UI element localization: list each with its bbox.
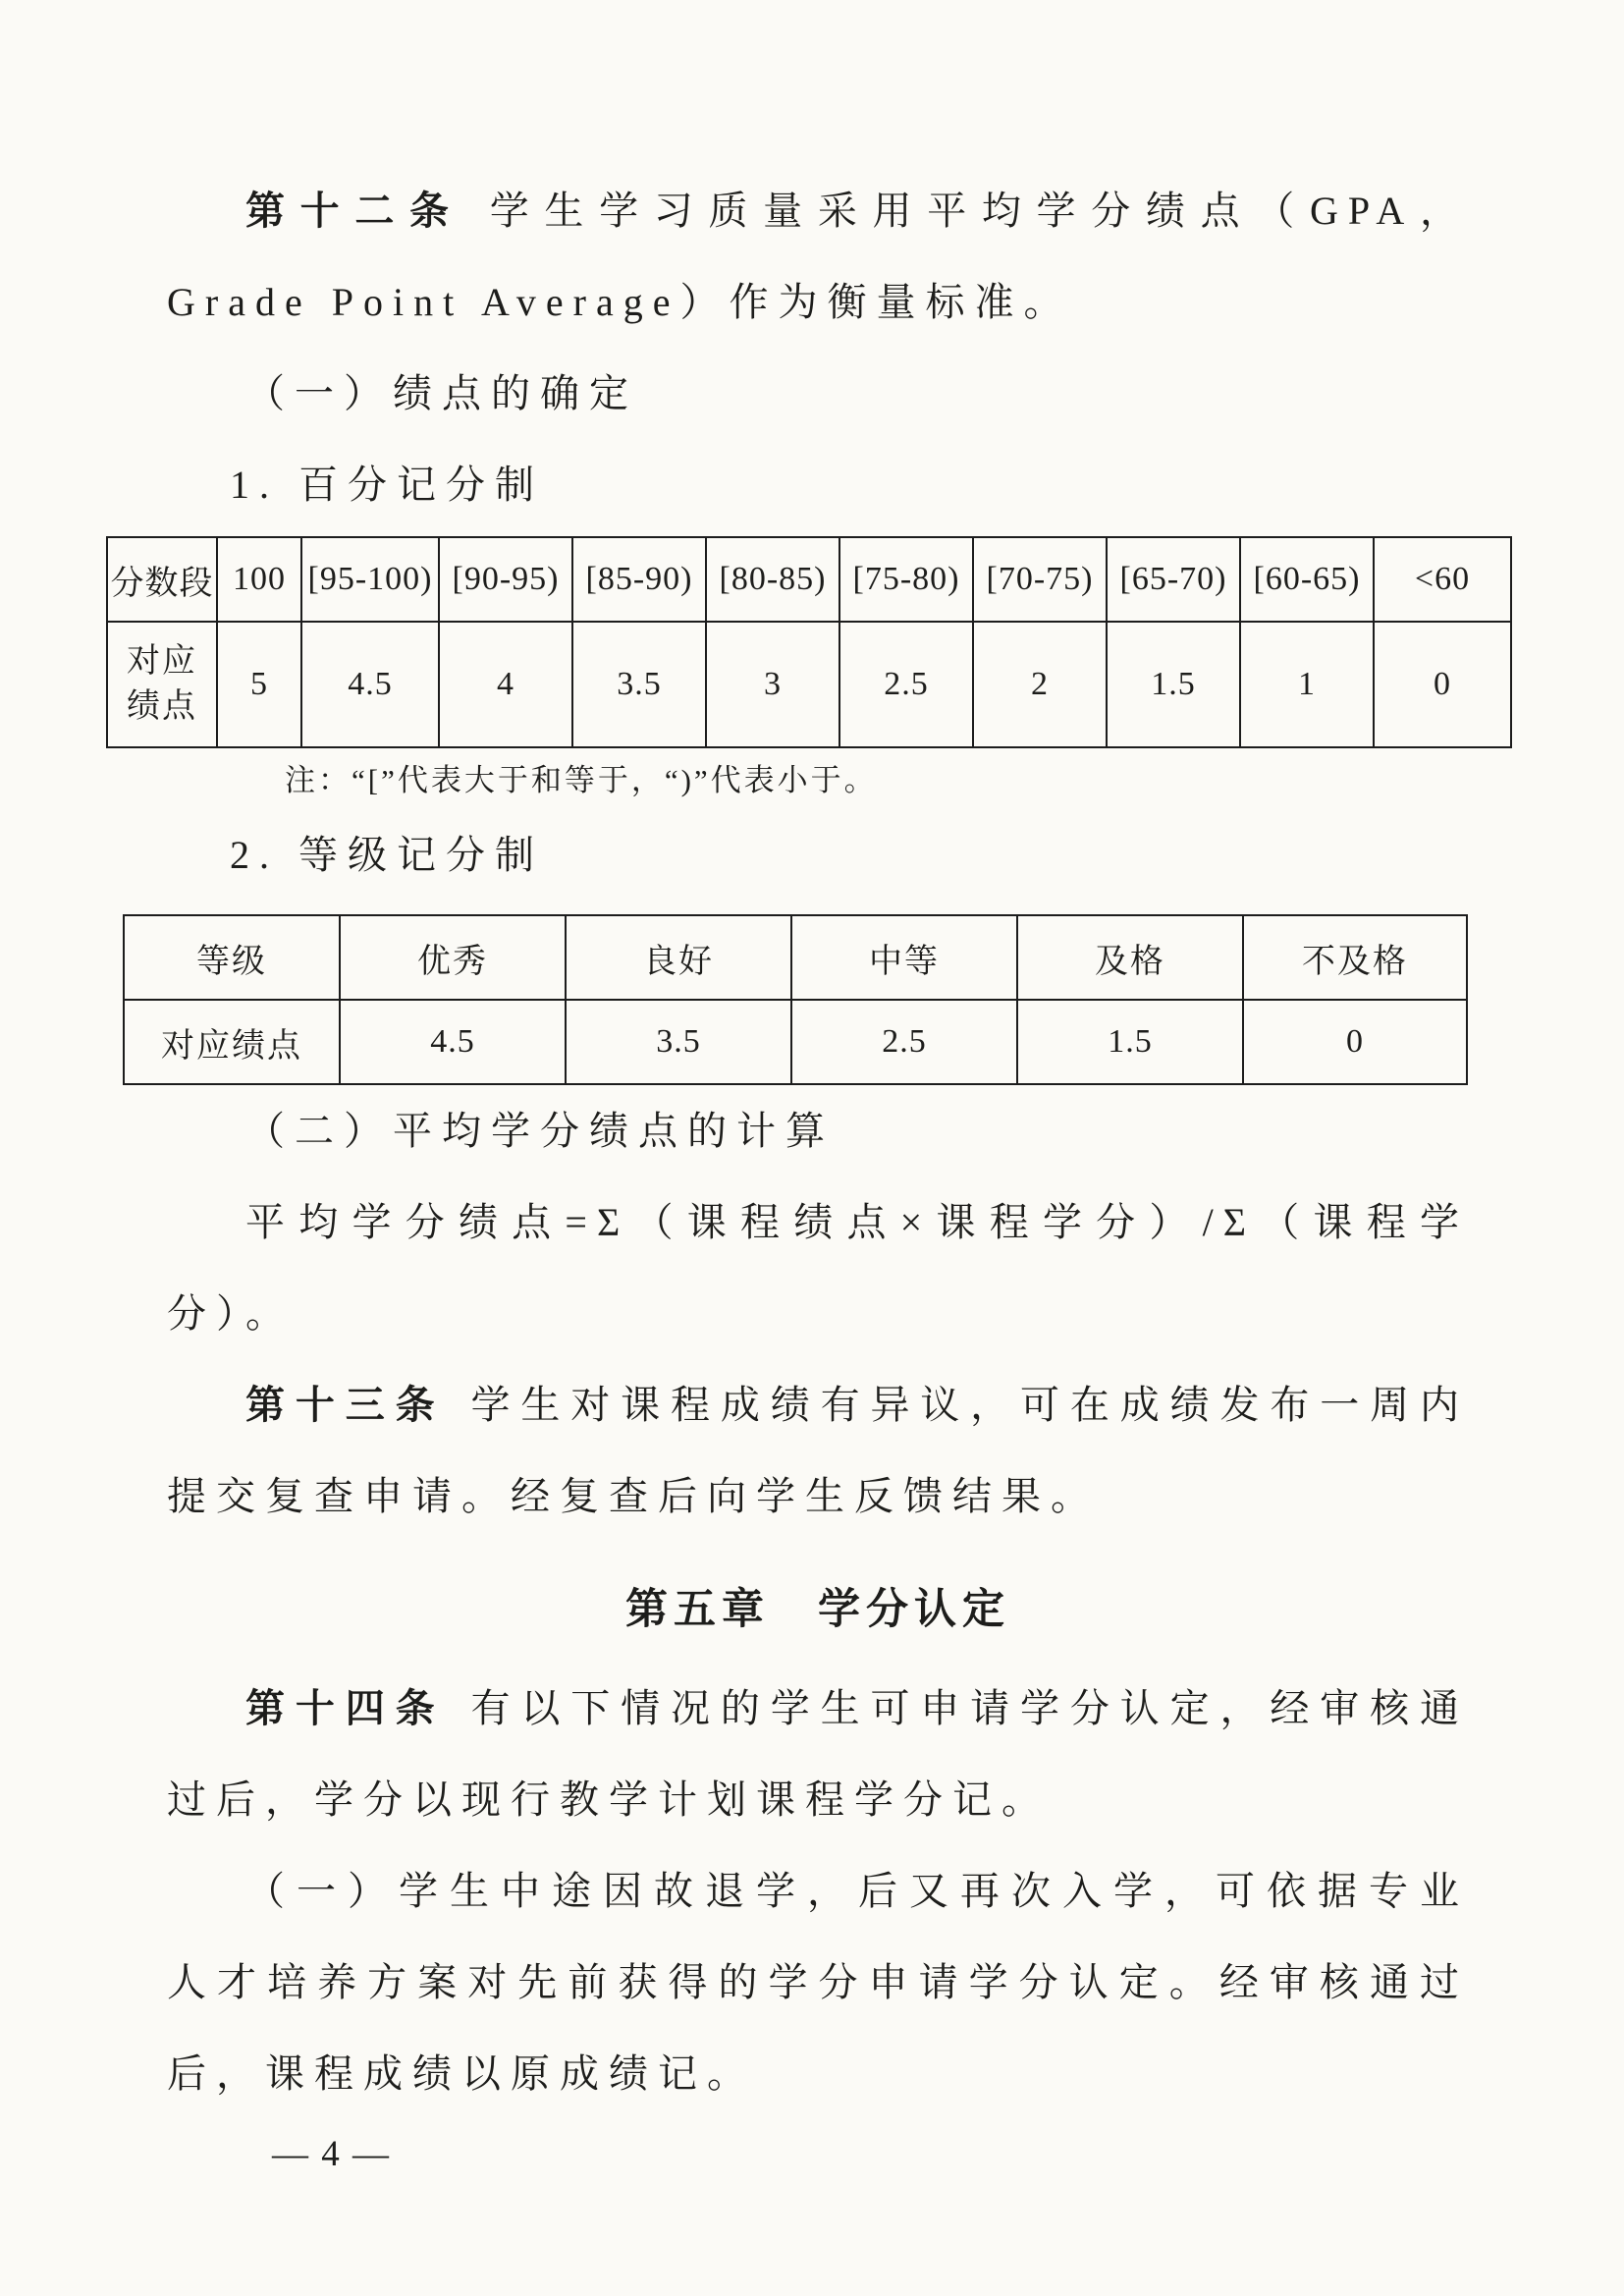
item-1-heading: 1. 百分记分制 xyxy=(230,463,544,507)
value-cell: 1.5 xyxy=(1107,622,1240,747)
header-cell: 分数段 xyxy=(107,537,217,622)
value-cell: 3.5 xyxy=(572,622,706,747)
gpa-formula-paragraph: 平均学分绩点=Σ（课程绩点×课程学分）/Σ（课程学分）。 xyxy=(167,1200,1469,1336)
header-cell: <60 xyxy=(1374,537,1511,622)
article-12-text: 学生学习质量采用平均学分绩点（GPA，Grade Point Average）作为衡量标准。 xyxy=(167,189,1469,324)
value-cell: 1.5 xyxy=(1017,1000,1243,1084)
header-cell: 优秀 xyxy=(340,915,566,1000)
table-row xyxy=(107,537,1511,622)
header-cell: [85-90) xyxy=(572,537,706,622)
value-cell: 3 xyxy=(706,622,839,747)
row-label-cell: 对应绩点 xyxy=(124,1000,340,1084)
header-cell: 中等 xyxy=(791,915,1017,1000)
item-2-heading: 2. 等级记分制 xyxy=(230,833,544,877)
row-label-cell: 对应绩点 xyxy=(107,622,217,747)
table-row xyxy=(124,1000,1467,1084)
value-cell: 2.5 xyxy=(839,622,973,747)
header-cell: 不及格 xyxy=(1243,915,1467,1000)
value-cell: 4 xyxy=(439,622,572,747)
header-cell: [90-95) xyxy=(439,537,572,622)
value-cell: 4.5 xyxy=(340,1000,566,1084)
value-cell: 0 xyxy=(1243,1000,1467,1084)
section-2-heading: （二）平均学分绩点的计算 xyxy=(245,1109,835,1153)
article-14-paragraph xyxy=(167,1663,1469,1845)
header-cell: [80-85) xyxy=(706,537,839,622)
header-cell: [95-100) xyxy=(301,537,439,622)
section-1-heading: （一）绩点的确定 xyxy=(245,371,638,415)
header-cell: 及格 xyxy=(1017,915,1243,1000)
header-cell: 良好 xyxy=(566,915,791,1000)
header-cell: 等级 xyxy=(124,915,340,1000)
table-row xyxy=(124,915,1467,1000)
value-cell: 2.5 xyxy=(791,1000,1017,1084)
header-cell: [70-75) xyxy=(973,537,1107,622)
article-14-item-1-paragraph: （一）学生中途因故退学，后又再次入学，可依据专业人才培养方案对先前获得的学分申请学分认定。经审核通过后，课程成绩以原成绩记。 xyxy=(167,1869,1469,2096)
article-12-paragraph xyxy=(167,165,1469,348)
article-14-label: 第十四条 xyxy=(245,1686,446,1730)
percentile-grade-table xyxy=(106,536,1512,748)
table-row xyxy=(107,622,1511,747)
value-cell: 1 xyxy=(1240,622,1374,747)
article-13-label: 第十三条 xyxy=(245,1383,446,1427)
header-cell: [60-65) xyxy=(1240,537,1374,622)
article-12-label: 第十二条 xyxy=(245,189,464,233)
page-number: — 4 — xyxy=(272,2134,391,2174)
value-cell: 4.5 xyxy=(301,622,439,747)
value-cell: 3.5 xyxy=(566,1000,791,1084)
grade-scale-table xyxy=(123,914,1468,1085)
value-cell: 5 xyxy=(217,622,301,747)
header-cell: 100 xyxy=(217,537,301,622)
header-cell: [75-80) xyxy=(839,537,973,622)
article-13-paragraph xyxy=(167,1359,1469,1542)
value-cell: 2 xyxy=(973,622,1107,747)
header-cell: [65-70) xyxy=(1107,537,1240,622)
article-13-text: 学生对课程成绩有异议，可在成绩发布一周内提交复查申请。经复查后向学生反馈结果。 xyxy=(167,1383,1470,1518)
article-14-text: 有以下情况的学生可申请学分认定，经审核通过后，学分以现行教学计划课程学分记。 xyxy=(167,1686,1470,1822)
value-cell: 0 xyxy=(1374,622,1511,747)
chapter-5-heading: 第五章 学分认定 xyxy=(625,1587,1010,1633)
table-note: 注：“[”代表大于和等于，“)”代表小于。 xyxy=(285,763,878,797)
